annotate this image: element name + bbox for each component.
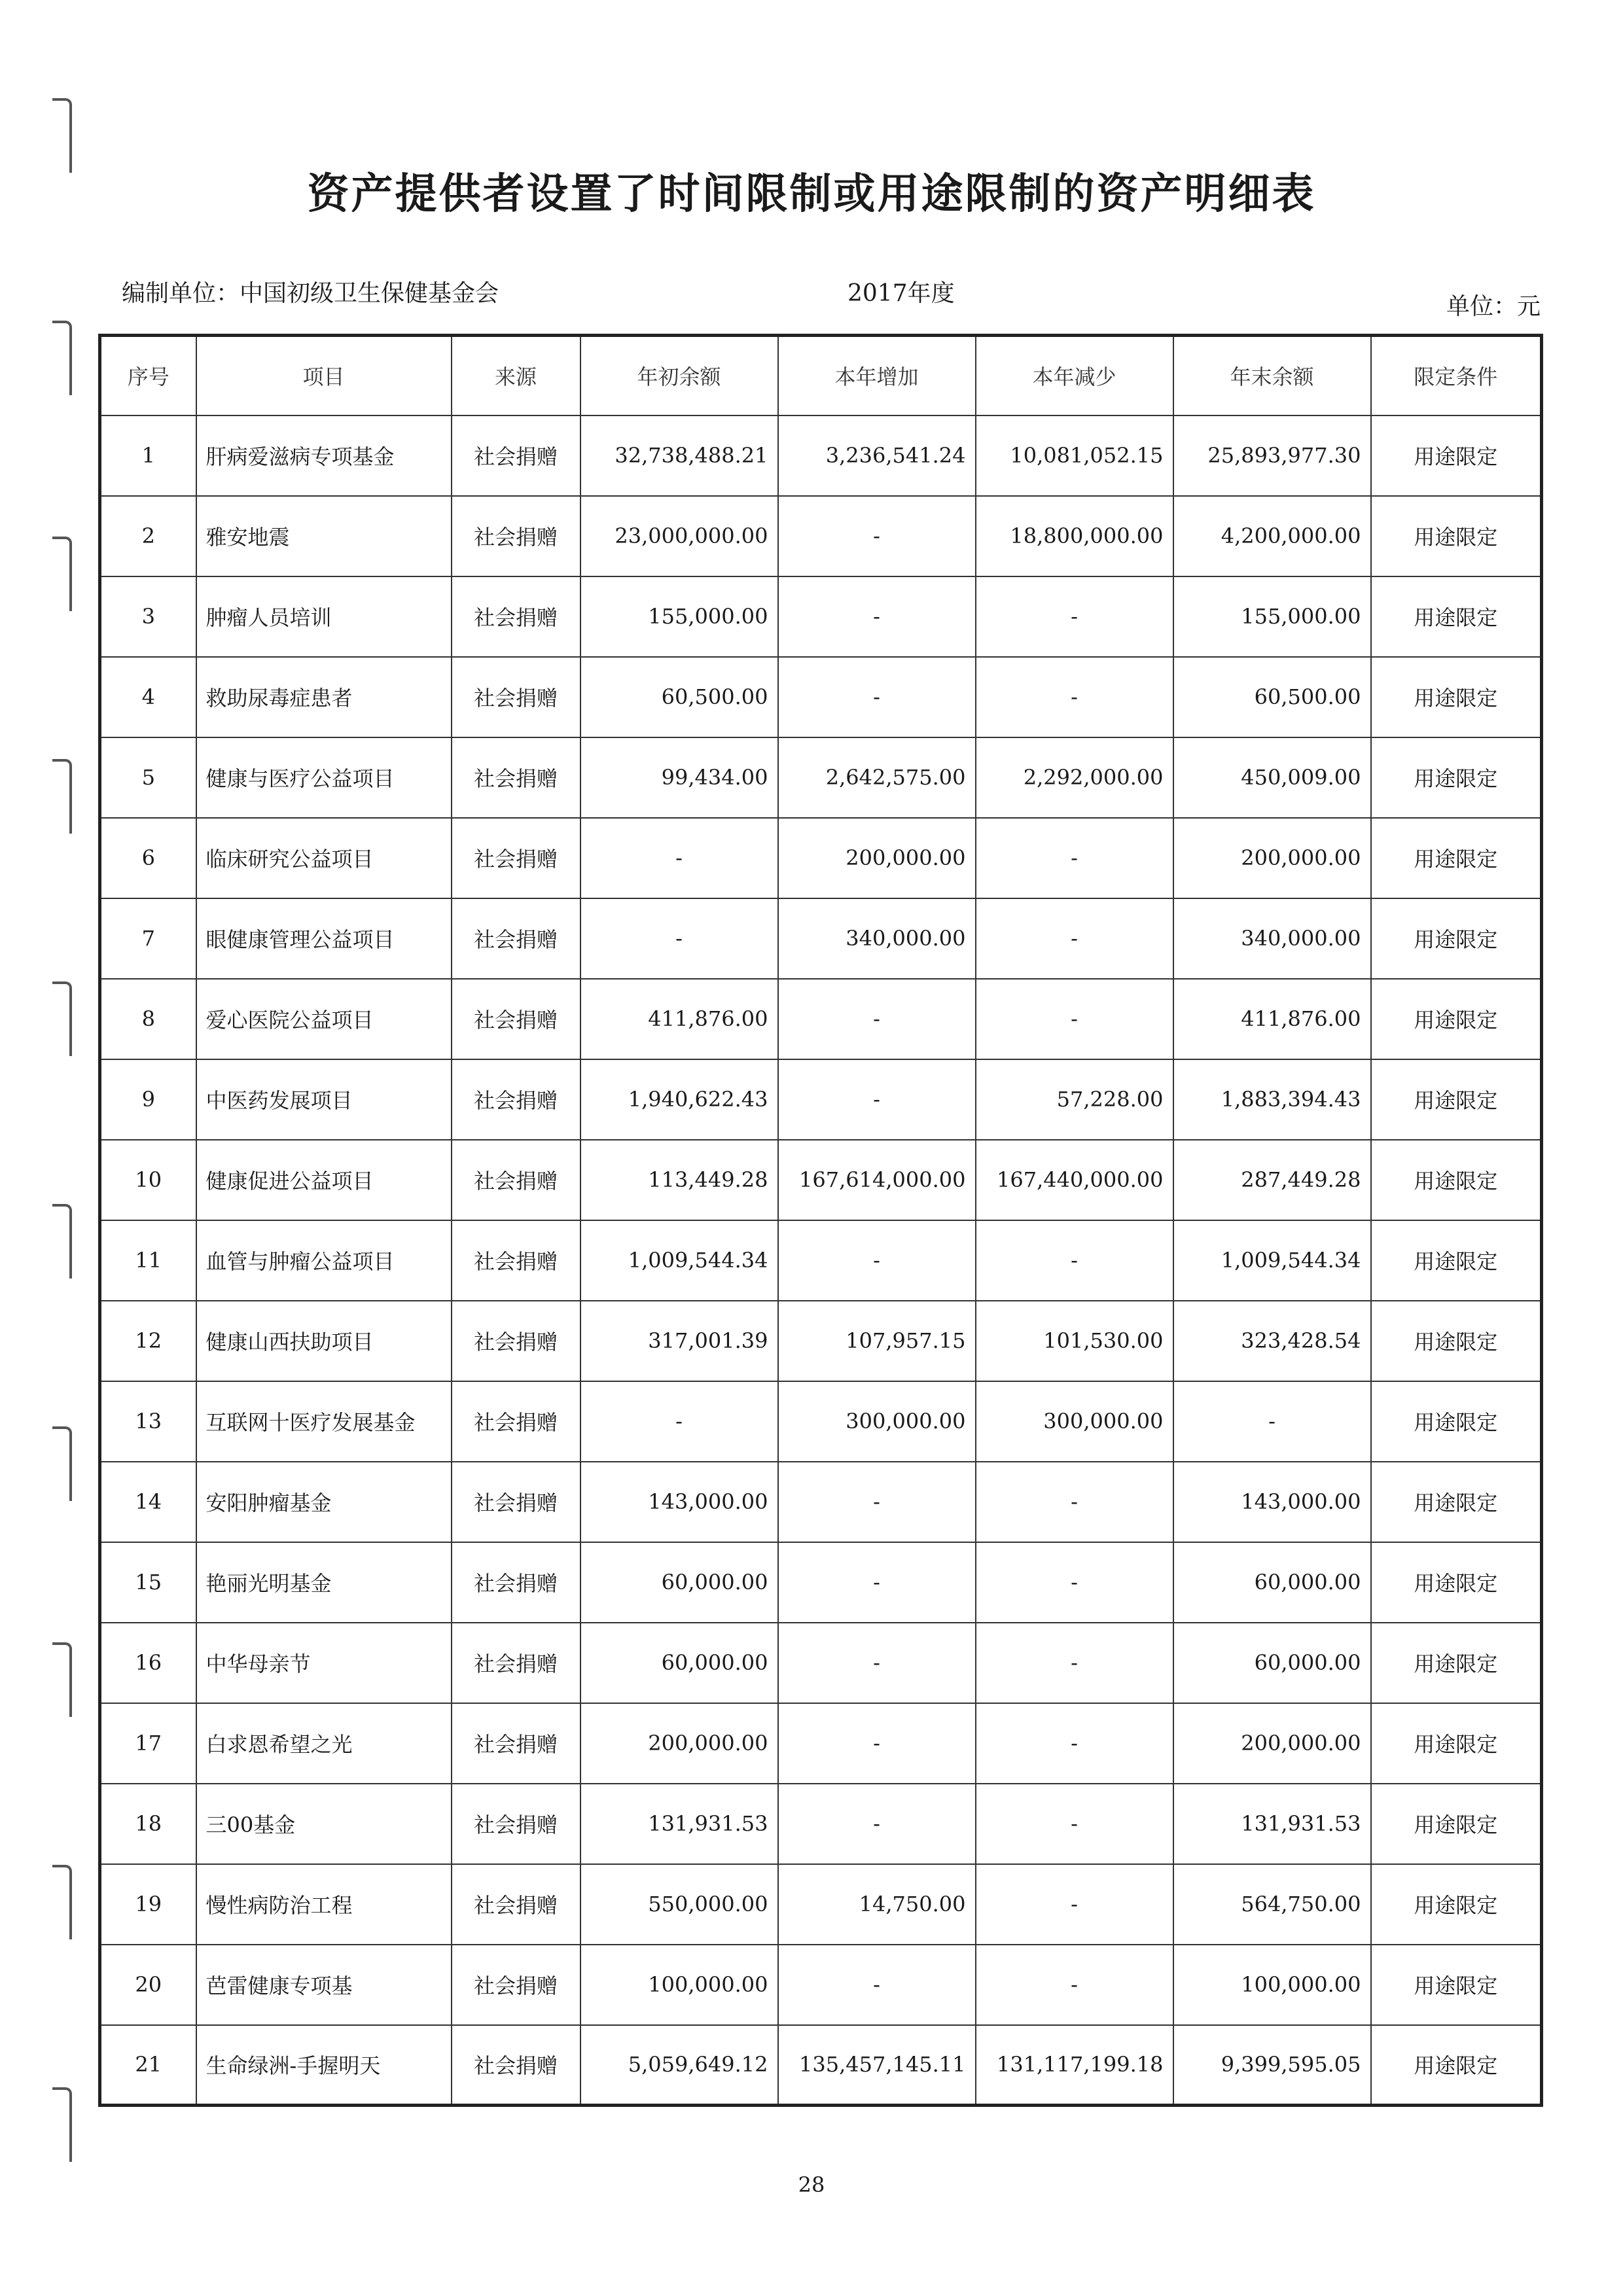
row-number-cell: 15 bbox=[100, 1542, 196, 1623]
increase-cell: 167,614,000.00 bbox=[778, 1140, 976, 1220]
row-number-cell: 10 bbox=[100, 1140, 196, 1220]
restriction-condition-cell: 用途限定 bbox=[1371, 979, 1542, 1059]
project-name-cell: 三00基金 bbox=[196, 1784, 452, 1864]
increase-cell: - bbox=[778, 979, 976, 1059]
decrease-cell: - bbox=[976, 1703, 1173, 1784]
fiscal-year: 2017年度 bbox=[847, 280, 955, 307]
closing-balance-cell: - bbox=[1173, 1381, 1371, 1462]
closing-balance-cell: 100,000.00 bbox=[1173, 1945, 1371, 2025]
row-number-cell: 9 bbox=[100, 1059, 196, 1140]
decrease-cell: 300,000.00 bbox=[976, 1381, 1173, 1462]
source-cell: 社会捐赠 bbox=[452, 657, 580, 737]
project-name-cell: 救助尿毒症患者 bbox=[196, 657, 452, 737]
source-cell: 社会捐赠 bbox=[452, 1059, 580, 1140]
closing-balance-cell: 155,000.00 bbox=[1173, 576, 1371, 657]
table-row bbox=[100, 1059, 1542, 1140]
row-number-cell: 5 bbox=[100, 737, 196, 818]
source-cell: 社会捐赠 bbox=[452, 1784, 580, 1864]
row-number-cell: 1 bbox=[100, 415, 196, 496]
project-name-cell: 健康山西扶助项目 bbox=[196, 1301, 452, 1381]
row-number-cell: 3 bbox=[100, 576, 196, 657]
table-row bbox=[100, 1703, 1542, 1784]
closing-balance-cell: 60,000.00 bbox=[1173, 1623, 1371, 1703]
decrease-cell: 167,440,000.00 bbox=[976, 1140, 1173, 1220]
closing-balance-cell: 564,750.00 bbox=[1173, 1864, 1371, 1945]
decrease-cell: 10,081,052.15 bbox=[976, 415, 1173, 496]
binder-mark bbox=[52, 1426, 72, 1501]
opening-balance-cell: 200,000.00 bbox=[580, 1703, 778, 1784]
opening-balance-cell: 113,449.28 bbox=[580, 1140, 778, 1220]
source-cell: 社会捐赠 bbox=[452, 898, 580, 979]
project-name-cell: 肝病爱滋病专项基金 bbox=[196, 415, 452, 496]
restriction-condition-cell: 用途限定 bbox=[1371, 1784, 1542, 1864]
restriction-condition-cell: 用途限定 bbox=[1371, 1140, 1542, 1220]
row-number-cell: 6 bbox=[100, 818, 196, 898]
closing-balance-cell: 411,876.00 bbox=[1173, 979, 1371, 1059]
closing-balance-cell: 200,000.00 bbox=[1173, 818, 1371, 898]
table-row bbox=[100, 979, 1542, 1059]
closing-balance-cell: 200,000.00 bbox=[1173, 1703, 1371, 1784]
increase-cell: - bbox=[778, 1059, 976, 1140]
table-row bbox=[100, 1220, 1542, 1301]
table-row bbox=[100, 1784, 1542, 1864]
document-title: 资产提供者设置了时间限制或用途限制的资产明细表 bbox=[307, 169, 1316, 219]
restriction-condition-cell: 用途限定 bbox=[1371, 737, 1542, 818]
increase-cell: - bbox=[778, 1784, 976, 1864]
source-cell: 社会捐赠 bbox=[452, 737, 580, 818]
opening-balance-cell: 131,931.53 bbox=[580, 1784, 778, 1864]
binder-mark bbox=[52, 1865, 72, 1939]
source-cell: 社会捐赠 bbox=[452, 576, 580, 657]
row-number-cell: 7 bbox=[100, 898, 196, 979]
increase-cell: - bbox=[778, 1220, 976, 1301]
opening-balance-cell: 60,000.00 bbox=[580, 1623, 778, 1703]
binder-mark bbox=[52, 1642, 72, 1717]
project-name-cell: 爱心医院公益项目 bbox=[196, 979, 452, 1059]
restriction-condition-cell: 用途限定 bbox=[1371, 496, 1542, 576]
decrease-cell: - bbox=[976, 1542, 1173, 1623]
restriction-condition-cell: 用途限定 bbox=[1371, 1945, 1542, 2025]
source-cell: 社会捐赠 bbox=[452, 1462, 580, 1542]
table-row bbox=[100, 1542, 1542, 1623]
row-number-cell: 19 bbox=[100, 1864, 196, 1945]
opening-balance-cell: 143,000.00 bbox=[580, 1462, 778, 1542]
increase-cell: 14,750.00 bbox=[778, 1864, 976, 1945]
row-number-cell: 2 bbox=[100, 496, 196, 576]
row-number-cell: 18 bbox=[100, 1784, 196, 1864]
source-cell: 社会捐赠 bbox=[452, 1703, 580, 1784]
source-cell: 社会捐赠 bbox=[452, 1542, 580, 1623]
currency-unit: 单位：元 bbox=[1446, 293, 1541, 320]
restriction-condition-cell: 用途限定 bbox=[1371, 1703, 1542, 1784]
row-number-cell: 11 bbox=[100, 1220, 196, 1301]
row-number-cell: 17 bbox=[100, 1703, 196, 1784]
opening-balance-cell: 1,009,544.34 bbox=[580, 1220, 778, 1301]
table-row bbox=[100, 496, 1542, 576]
header-col-condition: 限定条件 bbox=[1371, 336, 1542, 415]
decrease-cell: - bbox=[976, 657, 1173, 737]
row-number-cell: 20 bbox=[100, 1945, 196, 2025]
header-col-source: 来源 bbox=[452, 336, 580, 415]
closing-balance-cell: 1,883,394.43 bbox=[1173, 1059, 1371, 1140]
decrease-cell: 131,117,199.18 bbox=[976, 2025, 1173, 2106]
restriction-condition-cell: 用途限定 bbox=[1371, 1462, 1542, 1542]
decrease-cell: - bbox=[976, 1623, 1173, 1703]
row-number-cell: 13 bbox=[100, 1381, 196, 1462]
decrease-cell: 101,530.00 bbox=[976, 1301, 1173, 1381]
opening-balance-cell: 100,000.00 bbox=[580, 1945, 778, 2025]
increase-cell: - bbox=[778, 1945, 976, 2025]
decrease-cell: - bbox=[976, 1945, 1173, 2025]
row-number-cell: 16 bbox=[100, 1623, 196, 1703]
decrease-cell: 57,228.00 bbox=[976, 1059, 1173, 1140]
closing-balance-cell: 9,399,595.05 bbox=[1173, 2025, 1371, 2106]
project-name-cell: 艳丽光明基金 bbox=[196, 1542, 452, 1623]
project-name-cell: 安阳肿瘤基金 bbox=[196, 1462, 452, 1542]
increase-cell: - bbox=[778, 576, 976, 657]
table-row bbox=[100, 818, 1542, 898]
source-cell: 社会捐赠 bbox=[452, 1381, 580, 1462]
table-row bbox=[100, 576, 1542, 657]
increase-cell: - bbox=[778, 1703, 976, 1784]
increase-cell: 135,457,145.11 bbox=[778, 2025, 976, 2106]
closing-balance-cell: 143,000.00 bbox=[1173, 1462, 1371, 1542]
increase-cell: - bbox=[778, 1542, 976, 1623]
binder-mark bbox=[52, 1204, 72, 1279]
source-cell: 社会捐赠 bbox=[452, 1301, 580, 1381]
compiling-unit: 编制单位：中国初级卫生保健基金会 bbox=[122, 280, 499, 307]
source-cell: 社会捐赠 bbox=[452, 1864, 580, 1945]
source-cell: 社会捐赠 bbox=[452, 1945, 580, 2025]
project-name-cell: 临床研究公益项目 bbox=[196, 818, 452, 898]
increase-cell: - bbox=[778, 1462, 976, 1542]
header-col-item: 项目 bbox=[196, 336, 452, 415]
opening-balance-cell: - bbox=[580, 818, 778, 898]
table-row bbox=[100, 1381, 1542, 1462]
binder-mark bbox=[52, 2087, 72, 2162]
closing-balance-cell: 25,893,977.30 bbox=[1173, 415, 1371, 496]
closing-balance-cell: 450,009.00 bbox=[1173, 737, 1371, 818]
decrease-cell: - bbox=[976, 576, 1173, 657]
project-name-cell: 中华母亲节 bbox=[196, 1623, 452, 1703]
increase-cell: 200,000.00 bbox=[778, 818, 976, 898]
increase-cell: 2,642,575.00 bbox=[778, 737, 976, 818]
increase-cell: 340,000.00 bbox=[778, 898, 976, 979]
project-name-cell: 慢性病防治工程 bbox=[196, 1864, 452, 1945]
page-number: 28 bbox=[798, 2172, 825, 2197]
table-row bbox=[100, 1864, 1542, 1945]
restriction-condition-cell: 用途限定 bbox=[1371, 1381, 1542, 1462]
table-row bbox=[100, 1140, 1542, 1220]
closing-balance-cell: 131,931.53 bbox=[1173, 1784, 1371, 1864]
header-col-closing: 年末余额 bbox=[1173, 336, 1371, 415]
restriction-condition-cell: 用途限定 bbox=[1371, 898, 1542, 979]
opening-balance-cell: 23,000,000.00 bbox=[580, 496, 778, 576]
decrease-cell: - bbox=[976, 1864, 1173, 1945]
opening-balance-cell: 60,000.00 bbox=[580, 1542, 778, 1623]
project-name-cell: 血管与肿瘤公益项目 bbox=[196, 1220, 452, 1301]
closing-balance-cell: 4,200,000.00 bbox=[1173, 496, 1371, 576]
increase-cell: - bbox=[778, 657, 976, 737]
project-name-cell: 互联网十医疗发展基金 bbox=[196, 1381, 452, 1462]
source-cell: 社会捐赠 bbox=[452, 979, 580, 1059]
project-name-cell: 雅安地震 bbox=[196, 496, 452, 576]
source-cell: 社会捐赠 bbox=[452, 2025, 580, 2106]
closing-balance-cell: 1,009,544.34 bbox=[1173, 1220, 1371, 1301]
closing-balance-cell: 60,500.00 bbox=[1173, 657, 1371, 737]
increase-cell: 300,000.00 bbox=[778, 1381, 976, 1462]
project-name-cell: 眼健康管理公益项目 bbox=[196, 898, 452, 979]
opening-balance-cell: 60,500.00 bbox=[580, 657, 778, 737]
closing-balance-cell: 340,000.00 bbox=[1173, 898, 1371, 979]
decrease-cell: - bbox=[976, 1462, 1173, 1542]
decrease-cell: 18,800,000.00 bbox=[976, 496, 1173, 576]
increase-cell: - bbox=[778, 496, 976, 576]
table-row bbox=[100, 2025, 1542, 2106]
restriction-condition-cell: 用途限定 bbox=[1371, 576, 1542, 657]
restriction-condition-cell: 用途限定 bbox=[1371, 657, 1542, 737]
restriction-condition-cell: 用途限定 bbox=[1371, 1059, 1542, 1140]
binder-mark bbox=[52, 321, 72, 395]
table-row bbox=[100, 1462, 1542, 1542]
binder-mark bbox=[52, 537, 72, 611]
restricted-assets-table bbox=[98, 334, 1543, 2107]
source-cell: 社会捐赠 bbox=[452, 1623, 580, 1703]
opening-balance-cell: - bbox=[580, 898, 778, 979]
opening-balance-cell: 99,434.00 bbox=[580, 737, 778, 818]
project-name-cell: 健康促进公益项目 bbox=[196, 1140, 452, 1220]
restriction-condition-cell: 用途限定 bbox=[1371, 818, 1542, 898]
header-row bbox=[100, 336, 1542, 415]
increase-cell: 107,957.15 bbox=[778, 1301, 976, 1381]
header-col-decrease: 本年减少 bbox=[976, 336, 1173, 415]
decrease-cell: 2,292,000.00 bbox=[976, 737, 1173, 818]
restriction-condition-cell: 用途限定 bbox=[1371, 2025, 1542, 2106]
project-name-cell: 白求恩希望之光 bbox=[196, 1703, 452, 1784]
increase-cell: 3,236,541.24 bbox=[778, 415, 976, 496]
opening-balance-cell: - bbox=[580, 1381, 778, 1462]
project-name-cell: 健康与医疗公益项目 bbox=[196, 737, 452, 818]
restriction-condition-cell: 用途限定 bbox=[1371, 1220, 1542, 1301]
row-number-cell: 4 bbox=[100, 657, 196, 737]
table-row bbox=[100, 898, 1542, 979]
decrease-cell: - bbox=[976, 979, 1173, 1059]
closing-balance-cell: 60,000.00 bbox=[1173, 1542, 1371, 1623]
table-row bbox=[100, 415, 1542, 496]
source-cell: 社会捐赠 bbox=[452, 818, 580, 898]
restriction-condition-cell: 用途限定 bbox=[1371, 1864, 1542, 1945]
restriction-condition-cell: 用途限定 bbox=[1371, 415, 1542, 496]
header-col-opening: 年初余额 bbox=[580, 336, 778, 415]
decrease-cell: - bbox=[976, 1784, 1173, 1864]
opening-balance-cell: 155,000.00 bbox=[580, 576, 778, 657]
table-body bbox=[100, 415, 1542, 2106]
decrease-cell: - bbox=[976, 818, 1173, 898]
source-cell: 社会捐赠 bbox=[452, 415, 580, 496]
project-name-cell: 芭雷健康专项基 bbox=[196, 1945, 452, 2025]
row-number-cell: 21 bbox=[100, 2025, 196, 2106]
header-col-increase: 本年增加 bbox=[778, 336, 976, 415]
closing-balance-cell: 323,428.54 bbox=[1173, 1301, 1371, 1381]
opening-balance-cell: 411,876.00 bbox=[580, 979, 778, 1059]
restriction-condition-cell: 用途限定 bbox=[1371, 1623, 1542, 1703]
source-cell: 社会捐赠 bbox=[452, 496, 580, 576]
table-row bbox=[100, 737, 1542, 818]
table-row bbox=[100, 1945, 1542, 2025]
opening-balance-cell: 1,940,622.43 bbox=[580, 1059, 778, 1140]
source-cell: 社会捐赠 bbox=[452, 1220, 580, 1301]
project-name-cell: 中医药发展项目 bbox=[196, 1059, 452, 1140]
opening-balance-cell: 32,738,488.21 bbox=[580, 415, 778, 496]
increase-cell: - bbox=[778, 1623, 976, 1703]
opening-balance-cell: 550,000.00 bbox=[580, 1864, 778, 1945]
binder-mark bbox=[52, 981, 72, 1056]
table-row bbox=[100, 1623, 1542, 1703]
row-number-cell: 14 bbox=[100, 1462, 196, 1542]
header-col-no: 序号 bbox=[100, 336, 196, 415]
table-row bbox=[100, 1301, 1542, 1381]
table-row bbox=[100, 657, 1542, 737]
binder-mark bbox=[52, 759, 72, 834]
project-name-cell: 生命绿洲-手握明天 bbox=[196, 2025, 452, 2106]
opening-balance-cell: 317,001.39 bbox=[580, 1301, 778, 1381]
restriction-condition-cell: 用途限定 bbox=[1371, 1301, 1542, 1381]
row-number-cell: 12 bbox=[100, 1301, 196, 1381]
decrease-cell: - bbox=[976, 898, 1173, 979]
decrease-cell: - bbox=[976, 1220, 1173, 1301]
opening-balance-cell: 5,059,649.12 bbox=[580, 2025, 778, 2106]
project-name-cell: 肿瘤人员培训 bbox=[196, 576, 452, 657]
source-cell: 社会捐赠 bbox=[452, 1140, 580, 1220]
restriction-condition-cell: 用途限定 bbox=[1371, 1542, 1542, 1623]
row-number-cell: 8 bbox=[100, 979, 196, 1059]
closing-balance-cell: 287,449.28 bbox=[1173, 1140, 1371, 1220]
